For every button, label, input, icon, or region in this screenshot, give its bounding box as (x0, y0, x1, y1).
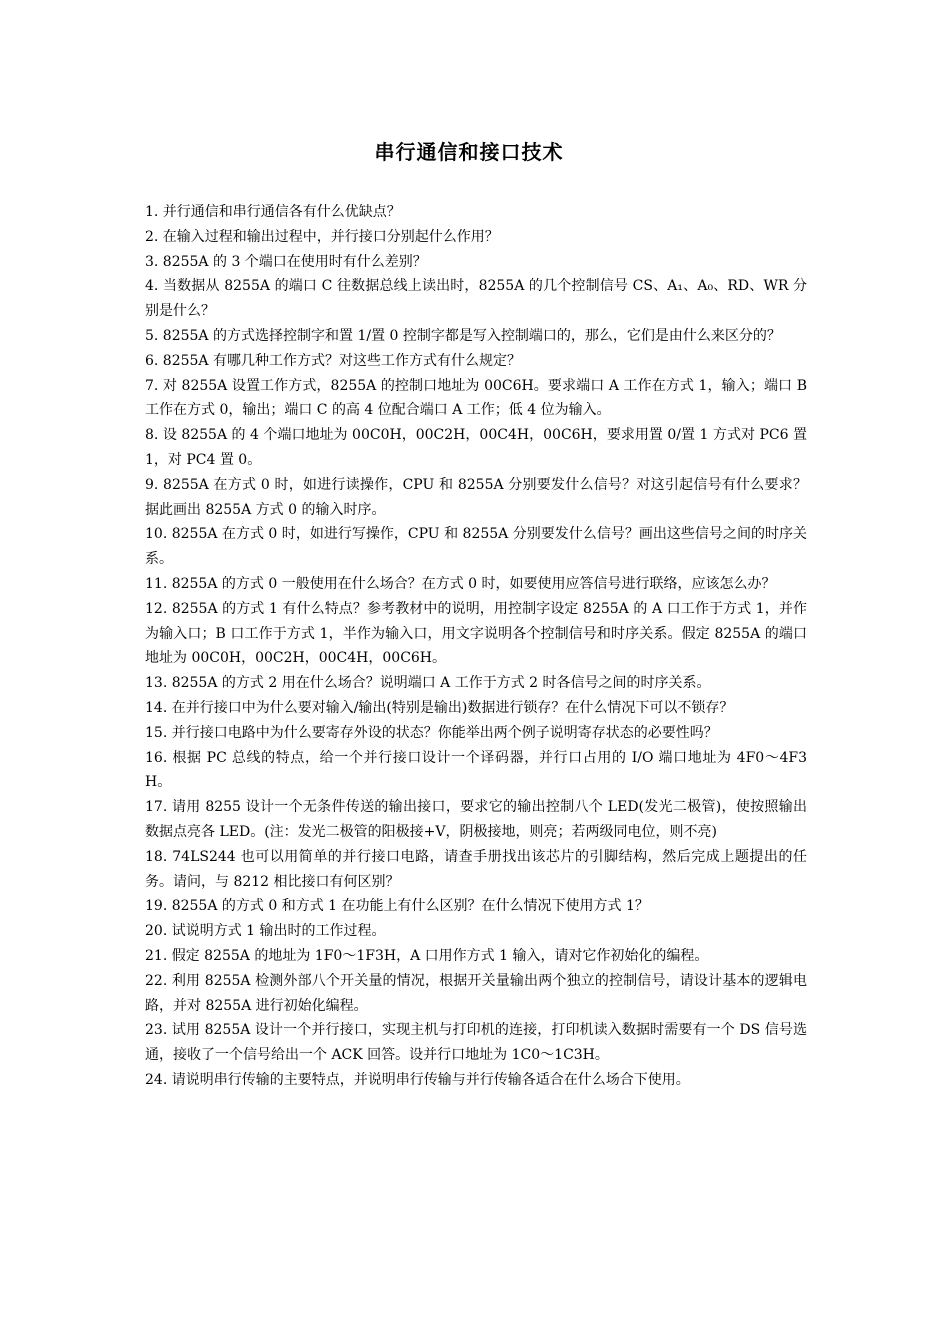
question-item: 21. 假定 8255A 的地址为 1F0～1F3H，A 口用作方式 1 输入，请对它作初始化的编程。 (145, 947, 709, 964)
question-item: 19. 8255A 的方式 0 和方式 1 在功能上有什么区别？在什么情况下使用方式 1？ (145, 898, 649, 915)
question-item: 3. 8255A 的 3 个端口在使用时有什么差别？ (145, 253, 427, 270)
question-item: 16. 根据 PC 总线的特点，给一个并行接口设计一个译码器，并行口占用的 I/O 端口地址为 4F0～4F3H。 (145, 749, 807, 791)
question-item: 18. 74LS244 也可以用简单的并行接口电路，请查手册找出该芯片的引脚结构，然后完成上题提出的任务。请问，与 8212 相比接口有何区别？ (145, 848, 807, 890)
question-item: 4. 当数据从 8255A 的端口 C 往数据总线上读出时，8255A 的几个控制信号 CS、A₁、A₀、RD、WR 分别是什么？ (145, 278, 807, 320)
question-item: 7. 对 8255A 设置工作方式，8255A 的控制口地址为 00C6H。要求端口 A 工作在方式 1，输入；端口 B 工作在方式 0，输出；端口 C 的高 4 位配合端口 A 工作；低 4 位为输入。 (145, 377, 807, 419)
question-item: 10. 8255A 在方式 0 时，如进行写操作，CPU 和 8255A 分别要发什么信号？画出这些信号之间的时序关系。 (145, 526, 807, 568)
question-item: 24. 请说明串行传输的主要特点，并说明串行传输与并行传输各适合在什么场合下使用。 (145, 1071, 690, 1088)
question-item: 13. 8255A 的方式 2 用在什么场合？说明端口 A 工作于方式 2 时各信号之间的时序关系。 (145, 675, 711, 692)
question-item: 17. 请用 8255 设计一个无条件传送的输出接口，要求它的输出控制八个 LED(发光二极管)，使按照输出数据点亮各 LED。(注：发光二极管的阳极接+V，阴极接地，则亮；若两级同电位，则不亮) (145, 799, 807, 840)
question-item: 2. 在输入过程和输出过程中，并行接口分别起什么作用？ (145, 228, 499, 245)
question-list (145, 200, 807, 1093)
question-item: 9. 8255A 在方式 0 时，如进行读操作，CPU 和 8255A 分别要发什么信号？对这引起信号有什么要求？据此画出 8255A 方式 0 的输入时序。 (145, 476, 807, 518)
question-item: 15. 并行接口电路中为什么要寄存外设的状态？你能举出两个例子说明寄存状态的必要性吗？ (145, 724, 718, 741)
question-item: 22. 利用 8255A 检测外部八个开关量的情况，根据开关量输出两个独立的控制信号，请设计基本的逻辑电路，并对 8255A 进行初始化编程。 (145, 972, 807, 1014)
question-item: 20. 试说明方式 1 输出时的工作过程。 (145, 923, 386, 940)
question-item: 12. 8255A 的方式 1 有什么特点？参考教材中的说明，用控制字设定 8255A 的 A 口工作于方式 1，并作为输入口；B 口工作于方式 1，半作为输入口，用文字说明各个控制信号和时序关系。假定 8255A 的端口地址为 00C0H，00C2H，00C4H，00C6H。 (145, 600, 807, 667)
question-item: 5. 8255A 的方式选择控制字和置 1/置 0 控制字都是写入控制端口的，那么，它们是由什么来区分的？ (145, 327, 781, 344)
document-title: 串行通信和接口技术 (374, 140, 564, 164)
question-item: 23. 试用 8255A 设计一个并行接口，实现主机与打印机的连接，打印机读入数据时需要有一个 DS 信号选通，接收了一个信号给出一个 ACK 回答。设并行口地址为 1C0～1C3H。 (145, 1022, 807, 1064)
question-item: 8. 设 8255A 的 4 个端口地址为 00C0H，00C2H，00C4H，00C6H，要求用置 0/置 1 方式对 PC6 置 1，对 PC4 置 0。 (145, 427, 807, 468)
question-item: 14. 在并行接口中为什么要对输入/输出(特别是输出)数据进行锁存？在什么情况下可以不锁存？ (145, 699, 734, 716)
question-item: 1. 并行通信和串行通信各有什么优缺点？ (145, 204, 401, 220)
question-item: 11. 8255A 的方式 0 一般使用在什么场合？在方式 0 时，如要使用应答信号进行联络，应该怎么办？ (145, 575, 776, 592)
question-item: 6. 8255A 有哪几种工作方式？对这些工作方式有什么规定？ (145, 352, 521, 369)
